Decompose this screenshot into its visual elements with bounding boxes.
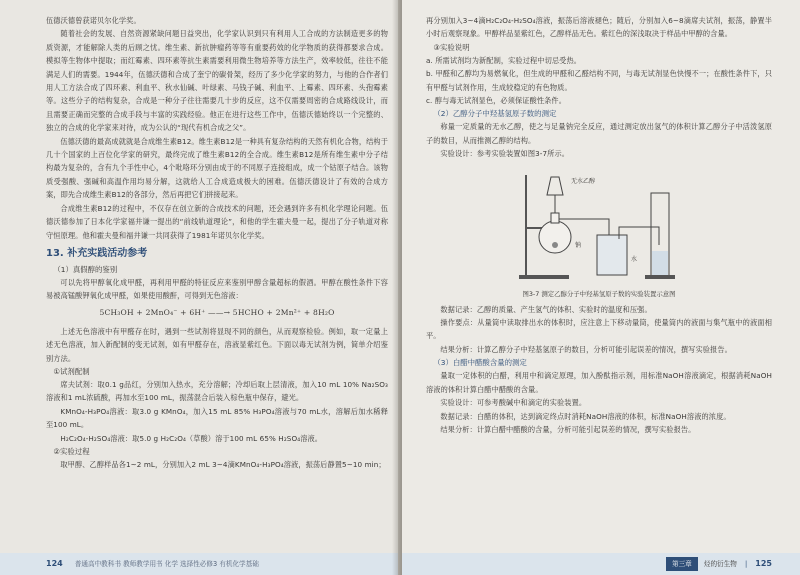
right-para-b3: 量取一定体积的白醋，利用中和滴定原理，加入酚酞指示剂，用标准NaOH溶液滴定，根据消耗NaOH溶液的体积计算白醋中醋酸的含量。	[426, 371, 772, 394]
left-para-after-eq: 上述无色溶液中有甲醛存在时，遇到一些试剂将显现不同的颜色，从而观察检验。例如，取一定量上述无色溶液，加入新配制的变无试剂，如有甲醛存在，溶液显紫红色。下面以毒无试剂为例，简单介绍鉴别方法。	[46, 326, 388, 363]
collection-bottle	[597, 235, 627, 275]
subsection-3-title: （3）白醋中醋酸含量的测定	[433, 358, 527, 368]
left-footer	[0, 553, 398, 575]
final-line: 结果分析：计算白醋中醋酸的含量，分析可能引起误差的情况，撰写实验报告。	[440, 424, 696, 434]
book-meta: 普通高中教科书 教师教学用书 化学 选择性必修3 有机化学基础	[74, 560, 259, 568]
cylinder-water	[652, 251, 668, 276]
flask	[539, 221, 571, 253]
note-line: a. 所需试剂均为新配制，实验过程中切忌受热。	[426, 55, 582, 65]
final-line: 数据记录：白醋的体积，达到滴定终点时消耗NaOH溶液的体积，标准NaOH溶液的浓度。	[440, 411, 731, 421]
left-page-number: 124	[46, 559, 63, 568]
apparatus-figure	[426, 165, 772, 287]
stand-rod	[525, 175, 527, 275]
right-para-0: 再分别加入3~4滴H₂C₂O₄-H₂SO₄溶液，振荡后溶液褪色；随后，分别加入6~8滴席夫试剂，振荡，静置半小时后观察现象。甲醇样品显紫红色，乙醇样品无色。紫红色的深浅取决于样品中甲醇的含量。	[426, 16, 772, 39]
record-line: 数据记录：乙醇的质量、产生氢气的体积、实验时的温度和压强。	[440, 304, 652, 314]
note-line: c. 醇与毒无试剂显色，必须保证酸性条件。	[426, 96, 566, 106]
section-heading: 13. 补充实践活动参考	[46, 247, 148, 259]
left-page	[0, 0, 398, 575]
right-page	[402, 0, 800, 575]
right-page-number: 125	[755, 559, 772, 568]
reagent-line: KMnO₄-H₃PO₄溶液：取3.0 g KMnO₄，加入15 mL 85% H₃PO₄溶液与70 mL水，溶解后加水稀释至100 mL。	[46, 406, 388, 430]
dropping-funnel	[547, 177, 563, 195]
left-para-1: 随着社会的发展、自然资源紧缺问题日益突出，化学家认识到只有利用人工合成的方法制造更多的物质资源，才能解除人类的后顾之忧。维生素、新抗肿瘤药等等有重要药效的化学物质的获得都要求合成。模拟等生物体中提取；而红霉素、四环素等抗生素需要利用微生物培养等方法生产，效率较低，往往不能满足人们的需要。1944年，伍德沃德和合成了奎宁的碳骨架，经历了多少化学家的努力，与他的合作者们用人工方法合成了四环素、利血平、秋水仙碱、叶绿素、马钱子碱、利血平、上霉素、四环素、头孢霉素等。这些分子的结构复杂，合成是一种分子往往需要几十步的反应，这不仅需要周密的合成路线设计，而且需要正确而完整的合成手段与丰富的实践经验。他正在进行这些工作中，伍德沃德始终以一个完整的、独立的合成的化学家来对待，成为公认的“现代有机合成之父”。	[46, 29, 388, 133]
right-para-b2: 称量一定质量的无水乙醇，使之与足量钠完全反应，通过测定放出氢气的体积计算乙醇分子中活泼氢原子的数目，从而推测乙醇的结构。	[426, 122, 772, 145]
record-line: 结果分析：计算乙醇分子中羟基氢原子的数目，分析可能引起误差的情况，撰写实验报告。	[440, 344, 732, 354]
chapter-title: 烃的衍生物	[703, 560, 737, 568]
reagent-line: H₂C₂O₄-H₂SO₄溶液：取5.0 g H₂C₂O₄（草酸）溶于100 mL 65% H₂SO₄溶液。	[60, 433, 323, 443]
left-para-3: 合成维生素B12的过程中，不仅存在创立新的合成技术的问题，还会遇到许多有机化学理论问题。伍德沃德参加了日本化学家福井谦一提出的“前线轨道理论”，和他的学生霍夫曼一起，提出了分子轨道对称守恒原理。他和霍夫曼和福井谦一共同获得了1981年诺贝尔化学奖。	[46, 203, 388, 240]
sodium-label: 钠	[575, 241, 582, 249]
reaction-equation: 5CH₃OH + 2MnO₄⁻ + 6H⁺ ——→ 5HCHO + 2Mn²⁺ + 8H₂O	[99, 307, 335, 317]
reagent-heading: ①试剂配制	[53, 366, 90, 376]
record-line: 操作要点：从量筒中读取排出水的体积时，应注意上下移动量筒，使量筒内的液面与集气瓶中的液面相平。	[426, 318, 772, 341]
note-line: b. 甲醛和乙醇均为易燃氧化，但生成的甲醛和乙醛结构不同，与毒无试剂显色快慢不一；在酸性条件下，只有甲醛与试剂作用，生成较稳定的有色物质。	[426, 69, 772, 92]
process-line: 取甲醇、乙醇样品各1~2 mL，分别加入2 mL 3~4滴KMnO₄-H₃PO₄溶液，振荡后静置5~10 min；	[60, 459, 386, 469]
water-label: 水	[631, 255, 638, 263]
ethanol-label: 无水乙醇	[571, 177, 596, 185]
subsection-2-title: （2）乙醇分子中羟基氢原子数的测定	[433, 109, 557, 119]
right-footer: 第三章 烃的衍生物 | 125	[402, 553, 800, 575]
process-heading: ②实验过程	[53, 446, 90, 456]
subsection-title: （1）真假醇的鉴别	[53, 264, 118, 274]
setup-line: 实验设计：参考实验装置如图3-7所示。	[440, 149, 570, 159]
left-para-sub1: 可以先将甲醇氧化成甲醛，再利用甲醛的特征反应来鉴别甲醇含量超标的假酒。甲醇在酸性条件下容易被高锰酸钾氧化成甲醛，如果使用酸酐，可得到无色溶液：	[46, 277, 388, 301]
reagent-line: 席夫试剂：取0.1 g品红，分别加入热水，充分溶解；冷却后取上层清液，加入10 mL 10% Na₂SO₃溶液和1 mL浓硫酸，再加水至100 mL，振荡混合后装入棕色瓶中保存，避光。	[46, 379, 388, 403]
left-para-0: 伍德沃德曾获诺贝尔化学奖。	[46, 16, 141, 25]
chapter-tab: 第三章	[666, 557, 698, 571]
figure-caption: 图3-7 测定乙醇分子中羟基氢原子数的实验装置示意图	[522, 289, 676, 298]
final-line: 实验设计：可参考酸碱中和滴定的实验装置。	[440, 398, 587, 408]
left-para-2: 伍德沃德的最高成就就是合成维生素B12。维生素B12是一种具有复杂结构的天然有机化合物，结构于几十个国家的上百位化学家的研究，最终完成了维生素B12的全合成。维生素B12是所有维生素中分子结构最为复杂的，含有九个手性中心，4个吡咯环分别由成于的不同原子连接组成，成一个钴原子结合。该物质受强酸、强碱和高温作用均易分解，这就给人工合成造成极大的困难。伍德沃德设计了有效的合成方案，即先合成维生素B12的各部分，然后再把它们拼接起来。	[46, 136, 388, 200]
apparatus-diagram	[499, 165, 699, 283]
notes-heading: ③实验说明	[433, 42, 470, 52]
flask-neck	[551, 213, 559, 223]
stand-base	[519, 275, 569, 279]
sodium-piece	[552, 242, 558, 248]
cylinder-base	[645, 275, 675, 279]
